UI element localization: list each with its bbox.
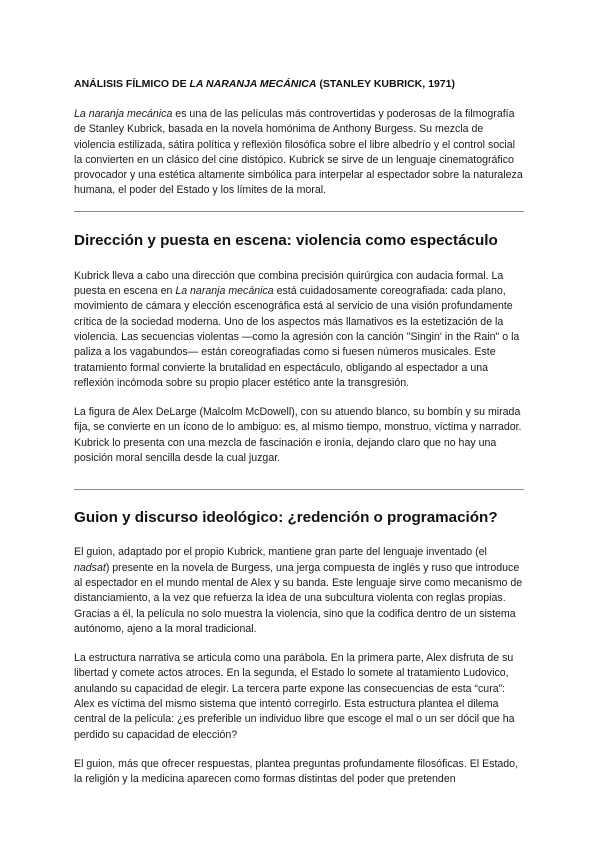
s2p1-text-a: El guion, adaptado por el propio Kubrick, mantiene gran parte del lenguaje inventado (el [74,546,487,559]
intro-text: es una de las películas más controvertidas y poderosas de la filmografía de Stanley Kubrick, basada en la novela homónima de Anthony Burgess. Su mezcla de violencia estilizada, sátira política y reflexión filosófica sobre el libre albedrío y el control social la convierten en un clásico del cine distópico. Kubrick se sirve de un lenguaje cinematográfico provocador y una estética altamente simbólica para interpelar al espectador sobre la naturaleza humana, el poder del Estado y los límites de la moral. [74,108,523,197]
section-heading-direction: Dirección y puesta en escena: violencia como espectáculo [74,231,498,249]
section1-paragraph-2: La figura de Alex DeLarge (Malcolm McDowell), con su atuendo blanco, su bombín y su mirada fija, se convierte en un ícono de lo ambiguo: es, al mismo tiempo, monstruo, víctima y narrador. Kubrick lo presenta con una mezcla de fascinación e ironía, dejando claro que no hay una posición moral sencilla desde la cual juzgar. [74,406,522,465]
s1p1-film-name: La naranja mecánica [175,285,274,298]
section-divider [74,489,524,490]
title-suffix: (STANLEY KUBRICK, 1971) [316,78,455,90]
title-prefix: ANÁLISIS FÍLMICO DE [74,78,190,90]
section-heading-script: Guion y discurso ideológico: ¿redención o programación? [74,509,498,527]
section2-paragraph-3: El guion, más que ofrecer respuestas, plantea preguntas profundamente filosóficas. El Estado, la religión y la medicina aparecen como formas distintas del poder que pretenden [74,757,519,786]
s1p1-text-a: Kubrick lleva a cabo una dirección que combina precisión quirúrgica con audacia formal. La puesta en escena en [74,269,504,298]
section2-paragraph-2: La estructura narrativa se articula como una parábola. En la primera parte, Alex disfruta de su libertad y comete actos atroces. En la segunda, el Estado lo somete al tratamiento Ludovico, anulando su capacidad de elegir. La tercera parte expone las consecuencias de esta “cura”: Alex es víctima del mismo sistema que intentó corregirlo. Esta estructura plantea el dilema central de la película: ¿es preferible un individuo libre que escoge el mal o un ser dócil que ha perdido su capacidad de elección? [74,652,515,741]
intro-film-name: La naranja mecánica [74,108,173,120]
section-divider [74,211,524,212]
s2p1-nadsat-term: nadsat [74,561,106,574]
document-title [74,78,524,91]
intro-paragraph [74,107,524,199]
section1-paragraph-1 [74,269,524,391]
section2-paragraph-1 [74,545,524,637]
s2p1-text-b: ) presente en la novela de Burgess, una jerga compuesta de inglés y ruso que introduce al espectador en el mundo mental de Alex y su banda. Este lenguaje sirve como mecanismo de distanciamiento, a la vez que refuerza la idea de una subcultura violenta con reglas propias. Gracias a él, la película no solo muestra la violencia, sino que la codifica dentro de un sistema autónomo, ajeno a la moral tradicional. [74,561,523,635]
s1p1-text-b: está cuidadosamente coreografiada: cada plano, movimiento de cámara y elección escenográfica está al servicio de una visión profundamente crítica de la sociedad moderna. Uno de los aspectos más llamativos es la estetización de la violencia. Las secuencias violentas —como la agresión con la canción "Singin' in the Rain" o la paliza a los vagabundos— están coreografiadas como si fuesen números musicales. Este tratamiento formal convierte la brutalidad en espectáculo, obligando al espectador a una reflexión incómoda sobre su propio placer estético ante la transgresión. [74,285,520,389]
title-film-name: LA NARANJA MECÁNICA [189,78,317,90]
